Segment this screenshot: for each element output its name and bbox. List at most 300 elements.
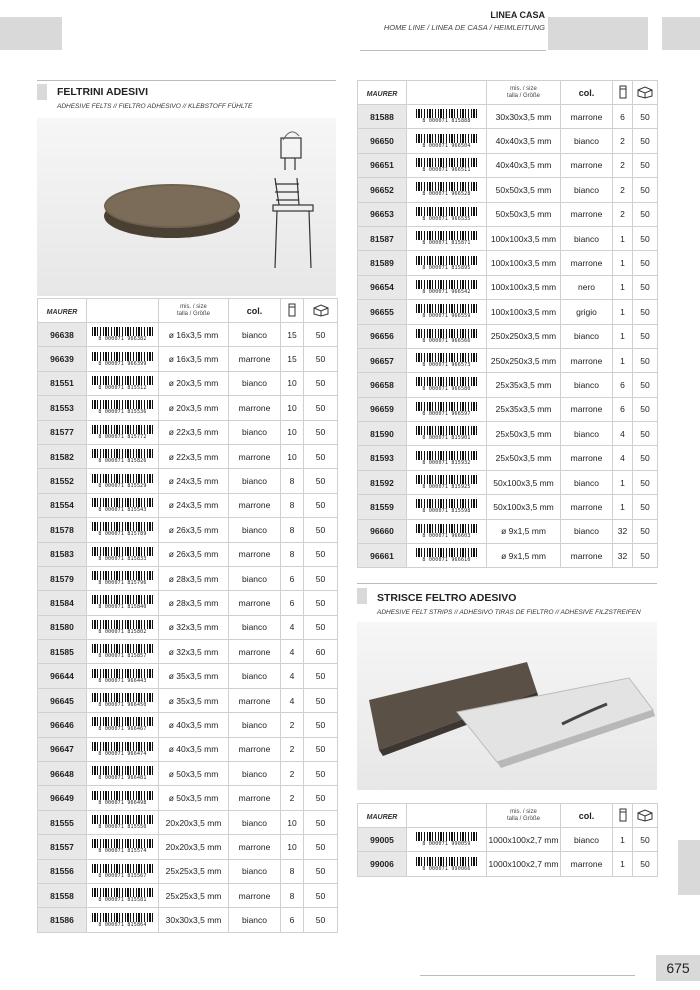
product-color: bianco: [561, 324, 613, 348]
box-qty: 50: [304, 469, 338, 493]
col-header: col.: [229, 299, 281, 323]
table-row: [358, 178, 658, 202]
product-size: 250x250x3,5 mm: [487, 324, 561, 348]
product-code: 81583: [38, 542, 87, 566]
barcode: [87, 493, 159, 517]
barcode-number: 8 000071 966603: [422, 532, 471, 539]
unit-qty: 8: [281, 859, 304, 883]
product-color: bianco: [229, 615, 281, 639]
table-row: [38, 737, 338, 761]
unit-qty: 32: [613, 519, 633, 543]
table-row: [38, 640, 338, 664]
barcode-number: 8 000071 966597: [422, 410, 471, 417]
table-row: [358, 153, 658, 177]
product-color: marrone: [229, 640, 281, 664]
box-qty: 50: [304, 396, 338, 420]
barcode-number: 8 000071 966559: [422, 313, 471, 320]
unit-qty: 10: [281, 835, 304, 859]
barcode-number: 8 000071 815574: [98, 848, 147, 855]
product-size: ø 40x3,5 mm: [159, 713, 229, 737]
table-row: [38, 664, 338, 688]
barcode: [407, 202, 487, 226]
unit-qty: 1: [613, 348, 633, 372]
table-row: [38, 444, 338, 468]
felt-pads-illustration: [37, 118, 336, 296]
table-row: [38, 688, 338, 712]
table-row: [38, 396, 338, 420]
unit-qty: 6: [613, 373, 633, 397]
product-code: 81577: [38, 420, 87, 444]
barcode-bars: [416, 182, 478, 191]
product-size: 100x100x3,5 mm: [487, 226, 561, 250]
product-color: bianco: [561, 226, 613, 250]
product-code: 81584: [38, 591, 87, 615]
product-size: 50x50x3,5 mm: [487, 202, 561, 226]
product-size: 50x100x3,5 mm: [487, 495, 561, 519]
barcode-bars: [92, 327, 154, 336]
unit-qty: 1: [613, 470, 633, 494]
barcode-bars: [92, 742, 154, 751]
barcode-number: 8 000071 966474: [98, 750, 147, 757]
product-size: 25x50x3,5 mm: [487, 422, 561, 446]
section1-table: [37, 298, 338, 933]
product-color: bianco: [561, 373, 613, 397]
table-row: [38, 542, 338, 566]
mis-header-line2: talla / Größe: [176, 310, 210, 317]
qty-header: [281, 299, 304, 323]
barcode-bars: [416, 857, 478, 866]
unit-qty: 10: [281, 371, 304, 395]
mis-header: [487, 804, 561, 828]
barcode-bars: [416, 256, 478, 265]
unit-qty: 6: [281, 591, 304, 615]
section1b-table-body: [358, 105, 658, 568]
barcode-number: 8 000071 966498: [98, 799, 147, 806]
barcode: [407, 324, 487, 348]
felt-strips-illustration: [357, 622, 657, 790]
box-qty: 50: [304, 859, 338, 883]
barcode-number: 8 000071 966610: [422, 557, 471, 564]
qty-header: [613, 804, 633, 828]
product-code: 96653: [358, 202, 407, 226]
box-qty: 50: [304, 688, 338, 712]
barcode-bars: [92, 791, 154, 800]
box-qty: 50: [304, 810, 338, 834]
product-code: 81590: [358, 422, 407, 446]
table-row: [358, 300, 658, 324]
section2-title: STRISCE FELTRO ADESIVO: [377, 592, 517, 604]
table-row: [358, 422, 658, 446]
box-qty: 50: [633, 852, 658, 876]
box-qty: 50: [633, 153, 658, 177]
table-row: [38, 566, 338, 590]
box-header: [633, 81, 658, 105]
barcode-bars: [92, 595, 154, 604]
box-qty: 50: [633, 470, 658, 494]
table-row: [38, 810, 338, 834]
product-size: 30x30x3,5 mm: [159, 908, 229, 932]
barcode: [87, 420, 159, 444]
package-icon: [636, 808, 654, 822]
product-size: ø 20x3,5 mm: [159, 396, 229, 420]
barcode-bars: [92, 815, 154, 824]
barcode-number: 8 000071 815789: [98, 531, 147, 538]
section1-marker: [37, 84, 47, 100]
box-qty: 50: [633, 251, 658, 275]
product-size: ø 9x1,5 mm: [487, 519, 561, 543]
table-row: [358, 129, 658, 153]
product-color: bianco: [561, 470, 613, 494]
product-color: marrone: [229, 786, 281, 810]
unit-qty: 8: [281, 493, 304, 517]
barcode: [87, 810, 159, 834]
product-code: 81593: [358, 446, 407, 470]
product-color: marrone: [229, 542, 281, 566]
unit-qty: 2: [281, 713, 304, 737]
unit-qty: 1: [613, 495, 633, 519]
product-code: 96639: [38, 347, 87, 371]
product-size: ø 9x1,5 mm: [487, 544, 561, 568]
unit-qty: 2: [281, 786, 304, 810]
barcode-number: 8 000071 815864: [98, 921, 147, 928]
product-size: 30x30x3,5 mm: [487, 105, 561, 129]
barcode: [87, 566, 159, 590]
barcode: [87, 762, 159, 786]
product-code: 96654: [358, 275, 407, 299]
product-size: ø 35x3,5 mm: [159, 688, 229, 712]
barcode: [407, 544, 487, 568]
table-row: [358, 470, 658, 494]
product-size: ø 22x3,5 mm: [159, 420, 229, 444]
product-color: bianco: [561, 178, 613, 202]
box-qty: 50: [304, 615, 338, 639]
box-qty: 50: [633, 519, 658, 543]
barcode-number: 8 000071 815567: [98, 872, 147, 879]
product-code: 81586: [38, 908, 87, 932]
table-row: [38, 883, 338, 907]
barcode: [87, 542, 159, 566]
barcode-number: 8 000071 815802: [98, 628, 147, 635]
barcode-bars: [92, 571, 154, 580]
table-row: [358, 324, 658, 348]
barcode-number: 8 000071 815901: [422, 435, 471, 442]
product-size: ø 50x3,5 mm: [159, 786, 229, 810]
barcode-number: 8 000071 815581: [98, 897, 147, 904]
product-size: ø 28x3,5 mm: [159, 566, 229, 590]
product-size: 25x25x3,5 mm: [159, 859, 229, 883]
barcode: [87, 396, 159, 420]
barcode-number: 8 000071 815543: [98, 506, 147, 513]
barcode-bars: [416, 499, 478, 508]
product-code: 96644: [38, 664, 87, 688]
barcode-bars: [92, 400, 154, 409]
barcode-number: 8 000071 815932: [422, 459, 471, 466]
unit-qty: 8: [281, 542, 304, 566]
barcode-bars: [416, 353, 478, 362]
unit-qty: 1: [613, 251, 633, 275]
barcode: [407, 422, 487, 446]
product-code: 99005: [358, 828, 407, 852]
barcode-number: 8 000071 966450: [98, 702, 147, 709]
unit-qty: 1: [613, 852, 633, 876]
barcode: [87, 664, 159, 688]
product-size: ø 16x3,5 mm: [159, 347, 229, 371]
table-row: [38, 518, 338, 542]
barcode-bars: [92, 620, 154, 629]
barcode-number: 8 000071 815536: [98, 409, 147, 416]
product-color: marrone: [229, 883, 281, 907]
product-color: bianco: [229, 810, 281, 834]
barcode-bars: [416, 207, 478, 216]
product-color: marrone: [561, 495, 613, 519]
barcode: [87, 786, 159, 810]
table-row: [358, 446, 658, 470]
header-subtitle: HOME LINE / LINEA DE CASA / HEIMLEITUNG: [383, 23, 545, 32]
barcode-bars: [92, 644, 154, 653]
box-header: [633, 804, 658, 828]
product-color: marrone: [561, 105, 613, 129]
barcode-number: 8 000071 815840: [98, 604, 147, 611]
barcode-bars: [92, 498, 154, 507]
product-color: marrone: [229, 737, 281, 761]
unit-qty: 6: [281, 908, 304, 932]
product-code: 81592: [358, 470, 407, 494]
table-row: [358, 226, 658, 250]
barcode-bars: [416, 134, 478, 143]
unit-qty: 2: [613, 178, 633, 202]
product-code: 81588: [358, 105, 407, 129]
table-row: [38, 835, 338, 859]
box-qty: 50: [633, 348, 658, 372]
product-color: nero: [561, 275, 613, 299]
barcode: [407, 446, 487, 470]
brand-logo: MAURER: [366, 813, 398, 821]
product-color: marrone: [229, 444, 281, 468]
product-color: marrone: [561, 348, 613, 372]
table-row: [38, 493, 338, 517]
barcode-number: 8 000071 815796: [98, 580, 147, 587]
box-qty: 50: [304, 713, 338, 737]
barcode-number: 8 000071 966382: [98, 336, 147, 343]
col-header: col.: [561, 81, 613, 105]
box-qty: 50: [304, 518, 338, 542]
product-size: 25x50x3,5 mm: [487, 446, 561, 470]
product-code: 96658: [358, 373, 407, 397]
table-row: [38, 859, 338, 883]
box-qty: 50: [304, 323, 338, 347]
barcode: [87, 371, 159, 395]
product-color: marrone: [561, 852, 613, 876]
product-code: 81585: [38, 640, 87, 664]
table-row: [358, 828, 658, 852]
product-code: 81579: [38, 566, 87, 590]
section1-divider: [37, 80, 336, 81]
barcode: [87, 688, 159, 712]
barcode-number: 8 000071 966467: [98, 726, 147, 733]
product-color: bianco: [561, 828, 613, 852]
barcode-number: 8 000071 990066: [422, 865, 471, 872]
unit-qty: 1: [613, 300, 633, 324]
barcode-bars: [416, 329, 478, 338]
barcode: [407, 153, 487, 177]
box-qty: 50: [633, 105, 658, 129]
product-code: 81559: [358, 495, 407, 519]
product-code: 96659: [358, 397, 407, 421]
box-qty: 50: [304, 591, 338, 615]
barcode-bars: [416, 231, 478, 240]
product-color: bianco: [561, 519, 613, 543]
unit-qty: 6: [281, 566, 304, 590]
product-size: 1000x100x2,7 mm: [487, 828, 561, 852]
unit-qty: 4: [281, 664, 304, 688]
barcode-bars: [92, 669, 154, 678]
unit-qty: 10: [281, 420, 304, 444]
product-code: 81555: [38, 810, 87, 834]
product-code: 96646: [38, 713, 87, 737]
table-row: [38, 323, 338, 347]
unit-qty: 2: [281, 737, 304, 761]
barcode-bars: [416, 109, 478, 118]
box-qty: 50: [304, 835, 338, 859]
box-qty: 50: [304, 908, 338, 932]
felt-pads-photo: [37, 118, 336, 296]
product-code: 96638: [38, 323, 87, 347]
product-color: grigio: [561, 300, 613, 324]
table-row: [358, 373, 658, 397]
table-row: [358, 275, 658, 299]
barcode: [407, 470, 487, 494]
product-code: 96647: [38, 737, 87, 761]
table-row: [38, 762, 338, 786]
unit-qty: 8: [281, 518, 304, 542]
product-color: bianco: [229, 469, 281, 493]
product-code: 96661: [358, 544, 407, 568]
barcode: [87, 615, 159, 639]
box-qty: 50: [304, 664, 338, 688]
table-row: [38, 420, 338, 444]
barcode: [87, 859, 159, 883]
unit-qty: 4: [281, 615, 304, 639]
unit-qty: 4: [281, 640, 304, 664]
product-size: 1000x100x2,7 mm: [487, 852, 561, 876]
package-icon: [312, 303, 330, 317]
barcode: [87, 591, 159, 615]
table-row: [38, 713, 338, 737]
felt-strips-photo: [357, 622, 657, 790]
table-row: [38, 469, 338, 493]
product-code: 96649: [38, 786, 87, 810]
brand-logo: MAURER: [366, 90, 398, 98]
table-row: [358, 105, 658, 129]
product-size: 250x250x3,5 mm: [487, 348, 561, 372]
product-size: 100x100x3,5 mm: [487, 275, 561, 299]
table-header-row: [38, 299, 338, 323]
barcode-bars: [92, 425, 154, 434]
product-code: 96650: [358, 129, 407, 153]
barcode-number: 8 000071 966511: [422, 166, 471, 173]
barcode-number: 8 000071 966580: [422, 386, 471, 393]
product-color: marrone: [229, 591, 281, 615]
barcode-number: 8 000071 966542: [422, 288, 471, 295]
box-qty: 50: [304, 444, 338, 468]
product-code: 96660: [358, 519, 407, 543]
unit-qty: 1: [613, 324, 633, 348]
product-code: 81580: [38, 615, 87, 639]
barcode-number: 8 000071 815925: [422, 484, 471, 491]
header-left-tab: [0, 17, 62, 50]
mis-header-line2: talla / Größe: [506, 92, 540, 99]
product-code: 96656: [358, 324, 407, 348]
unit-qty: 32: [613, 544, 633, 568]
product-size: 25x35x3,5 mm: [487, 397, 561, 421]
box-qty: 50: [633, 373, 658, 397]
barcode: [87, 347, 159, 371]
product-code: 99006: [358, 852, 407, 876]
barcode-bars: [416, 158, 478, 167]
product-color: marrone: [561, 544, 613, 568]
product-size: ø 40x3,5 mm: [159, 737, 229, 761]
product-color: marrone: [229, 688, 281, 712]
section2-divider: [357, 583, 657, 584]
table-row: [358, 544, 658, 568]
box-qty: 50: [633, 544, 658, 568]
unit-qty: 10: [281, 396, 304, 420]
section2-marker: [357, 588, 367, 604]
product-color: marrone: [561, 397, 613, 421]
unit-qty: 4: [613, 422, 633, 446]
col-header: col.: [561, 804, 613, 828]
box-qty: 50: [633, 275, 658, 299]
product-size: 20x20x3,5 mm: [159, 835, 229, 859]
product-size: ø 50x3,5 mm: [159, 762, 229, 786]
mis-header: [487, 81, 561, 105]
product-size: 40x40x3,5 mm: [487, 129, 561, 153]
box-qty: 50: [633, 397, 658, 421]
unit-qty: 4: [613, 446, 633, 470]
barcode-bars: [92, 352, 154, 361]
product-color: bianco: [229, 518, 281, 542]
product-size: ø 20x3,5 mm: [159, 371, 229, 395]
barcode: [87, 883, 159, 907]
barcode-number: 8 000071 966481: [98, 775, 147, 782]
unit-qty: 15: [281, 323, 304, 347]
barcode: [87, 908, 159, 932]
barcode-number: 8 000071 815550: [98, 824, 147, 830]
product-size: ø 22x3,5 mm: [159, 444, 229, 468]
barcode-number: 8 000071 966528: [422, 191, 471, 198]
barcode: [407, 348, 487, 372]
product-size: ø 16x3,5 mm: [159, 323, 229, 347]
product-color: bianco: [229, 713, 281, 737]
box-qty: 50: [633, 129, 658, 153]
unit-qty: 2: [613, 129, 633, 153]
section2-table-body: [358, 828, 658, 877]
barcode-number: 8 000071 966504: [422, 142, 471, 149]
table-row: [358, 202, 658, 226]
box-qty: 50: [633, 202, 658, 226]
product-size: ø 26x3,5 mm: [159, 518, 229, 542]
barcode-bars: [416, 426, 478, 435]
product-code: 81551: [38, 371, 87, 395]
product-code: 96645: [38, 688, 87, 712]
table-row: [358, 348, 658, 372]
table-row: [38, 371, 338, 395]
box-qty: 50: [633, 324, 658, 348]
box-qty: 50: [633, 422, 658, 446]
barcode: [407, 105, 487, 129]
barcode-bars: [416, 475, 478, 484]
barcode-number: 8 000071 966573: [422, 362, 471, 369]
